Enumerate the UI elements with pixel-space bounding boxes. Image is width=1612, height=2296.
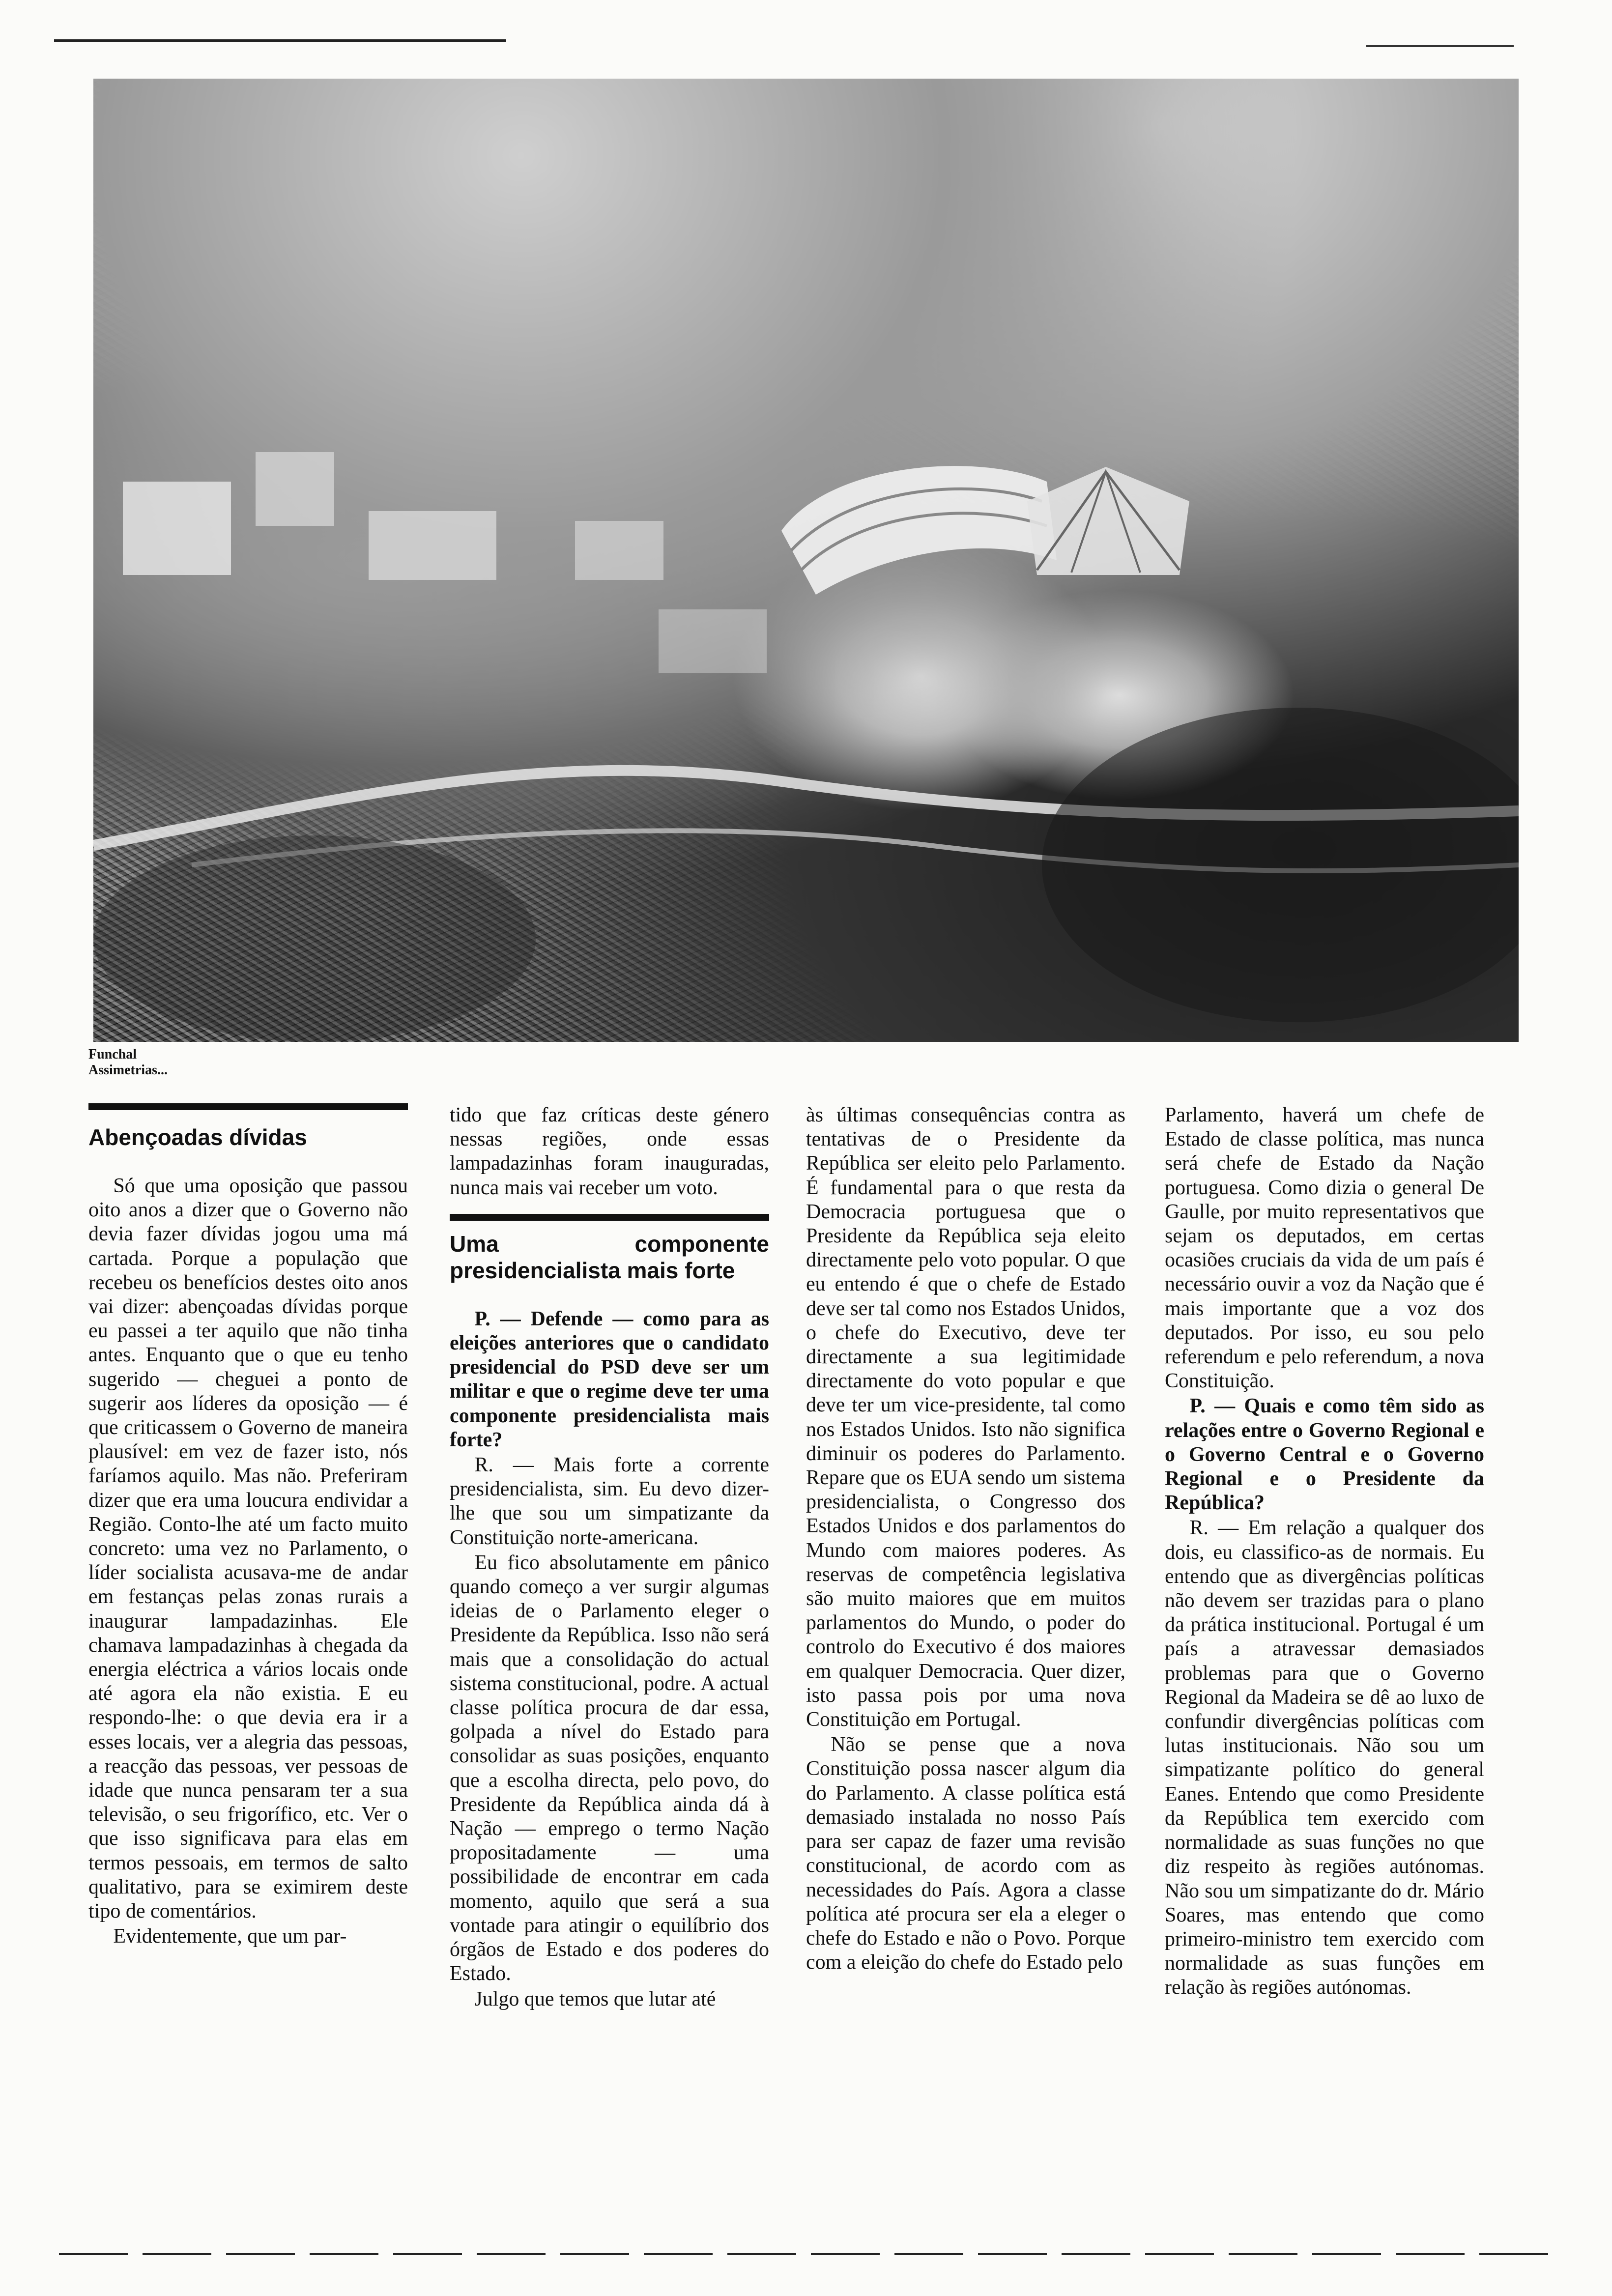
photo-illustration [93,79,1519,1042]
article-column-1 [88,1103,408,1949]
photo-caption [88,1047,285,1078]
caption-place: Funchal [88,1047,137,1062]
section-title-abencoadas: Abençoadas dívidas [88,1124,307,1150]
paragraph: Eu fico absolutamente em pânico quando começo a ver surgir algumas ideias de o Parlamento eleger o Presidente da República. Isso não será mais que a consolidação do actual sistema constitucional, podre. A actual classe política procura de dar essa, golpada a nível do Estado para consolidar as suas posições, enquanto que a escolha directa, pelo povo, do Presidente da República ainda dá à Nação — emprego o termo Nação propositadamente — uma possibilidade de encontrar em cada momento, aquilo que será a sua vontade para atingir o equilíbrio dos órgãos de Estado e dos poderes do Estado. [450,1551,769,1985]
section-title-componente: Uma componente presidencialista mais forte [450,1231,769,1283]
caption-text: Assimetrias... [88,1062,168,1078]
paragraph: Parlamento, haverá um chefe de Estado de classe política, mas nunca será chefe de Estado da Nação portuguesa. Como dizia o general De Gaulle, por muito representativos que sejam os deputados, em certas ocasiões cruciais da vida de um país é necessário ouvir a voz da Nação que é mais importante que a voz dos deputados. Por isso, eu sou pelo referendum e pelo referendum, a nova Constituição. [1165,1104,1484,1393]
paragraph: Só que uma oposição que passou oito anos a dizer que o Governo não devia fazer dívidas jogou uma má cartada. Porque a população que recebeu os benefícios destes oito anos vai dizer: abençoadas dívidas porque eu passei a ter aquilo que não tinha antes. Enquanto que o que eu tenho sugerido — cheguei a ponto de sugerir aos líderes da oposição — é que criticassem o Governo de maneira plausível: em vez de fazer isto, nós faríamos aquilo. Mas não. Preferiram dizer que era uma loucura endividar a Região. Conto-lhe até um facto muito concreto: uma vez no Parlamento, o líder socialista acusava-me de andar em festanças pelas zonas rurais a inaugurar lampadazinhas. Ele chamava lampadazinhas à chegada da energia eléctrica a vários locais onde até agora ela não existia. E eu respondo-lhe: o que devia era ir a esses locais, ver a alegria das pessoas, a reacção das pessoas, ver pessoas de idade que nunca pensaram ter a sua televisão, o seu frigorífico, etc. Ver o que isso significava para elas em termos pessoais, em termos de salto qualitativo, para se eximirem deste tipo de comentários. [88,1175,408,1923]
section-rule [88,1103,408,1110]
paragraph: Não se pense que a nova Constituição possa nascer algum dia do Parlamento. A classe política está demasiado instalada no nosso País para ser capaz de fazer uma revisão constitucional, de acordo com as necessidades do País. Agora a classe política até procura ser ela a eleger o chefe do Estado e não o Povo. Porque com a eleição do chefe do Estado pelo [806,1733,1125,1974]
bottom-rule [59,2253,1553,2255]
answer-paragraph: R. — Em relação a qualquer dos dois, eu classifico-as de normais. Eu entendo que as divergências políticas não devem ser trazidas para o plano da prática institucional. Portugal é um país a atravessar demasiados problemas para que o Governo Regional da Madeira se dê ao luxo de confundir divergências políticas com lutas institucionais. Não sou um simpatizante político do general Eanes. Entendo que como Presidente da República tem exercido com normalidade as suas funções no que diz respeito às regiões autónomas. Não sou um simpatizante do dr. Mário Soares, mas entendo que como primeiro-ministro tem exercido com normalidade as suas funções em relação às regiões autónomas. [1165,1517,1484,1999]
article-column-2 [450,1103,769,2011]
article-column-4 [1165,1103,1484,2000]
paragraph: tido que faz críticas deste género nessas regiões, onde essas lampadazinhas foram inauguradas, nunca mais vai receber um voto. [450,1104,769,1199]
answer-paragraph: R. — Mais forte a corrente presidencialista, sim. Eu devo dizer-lhe que sou um simpatizante da Constituição norte-americana. [450,1454,769,1549]
section-rule [450,1214,769,1221]
top-rule [54,39,506,42]
top-rule-right [1366,45,1514,47]
aerial-photo-funchal [93,79,1519,1042]
paragraph: às últimas consequências contra as tentativas de o Presidente da República ser eleito pelo Parlamento. É fundamental para o que resta da Democracia portuguesa que o Presidente da República seja eleito directamente pelo voto popular. O que eu entendo é que o chefe de Estado deve ser tal como nos Estados Unidos, o chefe do Executivo, deve ter directamente a sua legitimidade directamente do voto popular e que deve ter um vice-presidente, tal como nos Estados Unidos. Isto não significa diminuir os poderes do Parlamento. Repare que os EUA sendo um sistema presidencialista, o Congresso dos Estados Unidos e dos parlamentos do Mundo com maiores poderes. As reservas de competência legislativa são muito maiores que em muitos parlamentos do Mundo, o poder do controlo do Executivo é dos maiores em qualquer Democracia. Quer dizer, isto passa pois por uma nova Constituição em Portugal. [806,1104,1125,1731]
paragraph: Julgo que temos que lutar até [474,1987,716,2010]
article-column-3 [806,1103,1125,1975]
question-paragraph: P. — Defende — como para as eleições anteriores que o candidato presidencial do PSD deve ser um militar e que o regime deve ter uma componente presidencialista mais forte? [450,1307,769,1451]
question-paragraph: P. — Quais e como têm sido as relações entre o Governo Regional e o Governo Central e o Governo Regional e o Presidente da República? [1165,1395,1484,1515]
paragraph: Evidentemente, que um par- [113,1925,347,1948]
